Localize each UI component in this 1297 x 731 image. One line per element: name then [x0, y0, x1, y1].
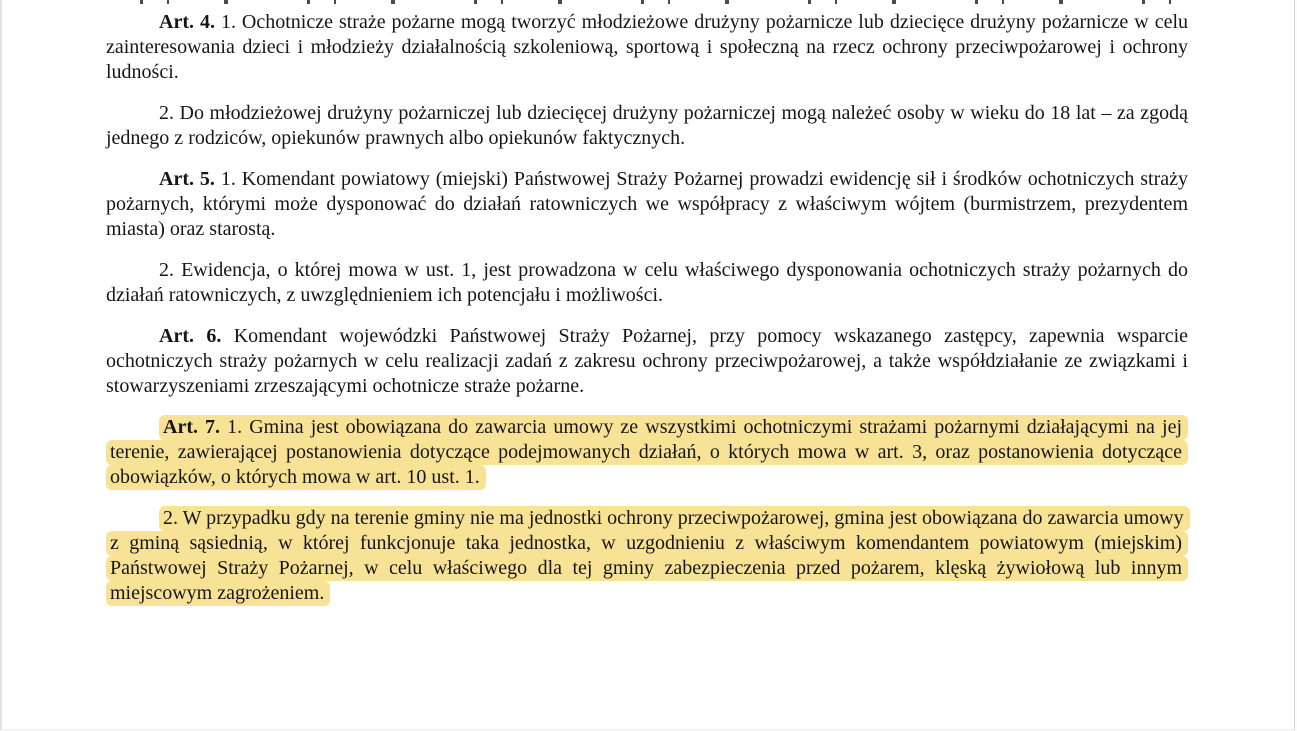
paragraph-content: [106, 11, 1188, 83]
paragraph: [106, 258, 1188, 308]
paragraph-content: [106, 102, 1188, 149]
paragraph: [106, 10, 1188, 85]
paragraph-text: 1. Komendant powiatowy (miejski) Państwowej Straży Pożarnej prowadzi ewidencję sił i środków ochotniczych straży pożarnych, którymi może dysponować do działań ratowniczych we współpracy z właściwym wójtem (burmistrzem, prezydentem miasta) oraz starostą.: [106, 168, 1189, 240]
paragraph-content: [106, 325, 1188, 397]
paragraph-text: 2. Ewidencja, o której mowa w ust. 1, jest prowadzona w celu właściwego dysponowania ochotniczych straży pożarnych do działań ratowniczych, z uwzględnieniem ich potencjału i możliwości.: [106, 259, 1188, 306]
paragraph: [106, 101, 1188, 151]
article-number: Art. 4.: [159, 11, 221, 33]
paragraph-content: [106, 506, 1190, 606]
paragraph-text: 1. Ochotnicze straże pożarne mogą tworzyć młodzieżowe drużyny pożarnicze lub dziecięce drużyny pożarnicze w celu zainteresowania dzieci i młodzieży działalnością szkoleniową, sportową i społeczną na rzecz ochrony przeciwpożarowej i ochrony ludności.: [106, 11, 1188, 83]
paragraph-content: [106, 168, 1188, 240]
paragraph-text: 2. W przypadku gdy na terenie gminy nie ma jednostki ochrony przeciwpożarowej, gmina jest obowiązana do zawarcia umowy z gminą sąsiednią, w której funkcjonuje taka jednostka, w uzgodnieniu z właściwym komendantem powiatowym (miejskim) Państwowej Straży Pożarnej, w celu właściwego dla tej gminy zabezpieczenia przed pożarem, klęską żywiołową lub innym miejscowym zagrożeniem.: [110, 507, 1184, 604]
article-number: Art. 6.: [159, 325, 234, 347]
paragraph-content: [106, 259, 1188, 306]
paragraph-text: 1. Gmina jest obowiązana do zawarcia umowy ze wszystkimi ochotniczymi strażami pożarnymi działającymi na jej terenie, zawierającej postanowienia dotyczące podejmowanych działań, o których mowa w art. 3, oraz postanowienia dotyczące obowiązków, o których mowa w art. 10 ust. 1.: [110, 416, 1182, 488]
clipped-text-top: [106, 0, 1188, 4]
paragraph: [106, 506, 1188, 606]
article-number: Art. 7.: [163, 416, 228, 438]
paragraph-text: 2. Do młodzieżowej drużyny pożarniczej lub dziecięcej drużyny pożarniczej mogą należeć osoby w wieku do 18 lat – za zgodą jednego z rodziców, opiekunów prawnych albo opiekunów faktycznych.: [106, 102, 1188, 149]
paragraph-content: [106, 415, 1188, 490]
paragraph: [106, 415, 1188, 490]
paragraph-text: Komendant wojewódzki Państwowej Straży Pożarnej, przy pomocy wskazanego zastępcy, zapewnia wsparcie ochotniczych straży pożarnych w celu realizacji zadań z zakresu ochrony przeciwpożarowej, a także współdziałanie ze związkami i stowarzyszeniami zrzeszającymi ochotnicze straże pożarne.: [106, 325, 1189, 397]
paragraph: [106, 324, 1188, 399]
document-body: [106, 6, 1188, 622]
article-number: Art. 5.: [159, 168, 221, 190]
paragraph: [106, 167, 1188, 242]
